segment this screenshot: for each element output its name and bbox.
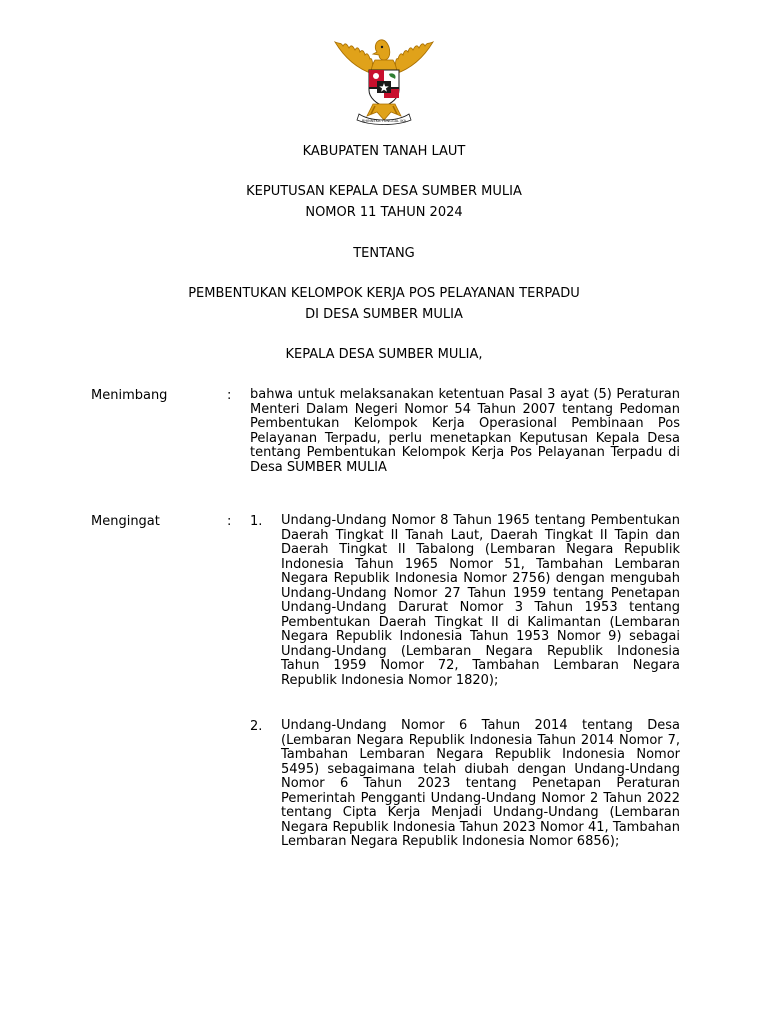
mengingat-colon: : [227,514,232,529]
authority-heading: KEPALA DESA SUMBER MULIA, [285,347,483,362]
menimbang-label: Menimbang [91,388,168,403]
list-item-text: Undang-Undang Nomor 8 Tahun 1965 tentang Pembentukan Daerah Tingkat II Tanah Laut, Daerah Tingkat II Tapin dan Daerah Tingkat II Tabalong (Lembaran Negara Republik Indonesia Tahun 1965 Nomor 51, Tambahan Lembaran Negara Republik Indonesia Nomor 2756) dengan mengubah Undang-Undang Nomor 27 Tahun 1959 tentang Penetapan Undang-Undang Darurat Nomor 3 Tahun 1953 tentang Pembentukan Daerah Tingkat II di Kalimantan (Lembaran Negara Republik Indonesia Tahun 1953 Nomor 9) sebagai Undang-Undang (Lembaran Negara Republik Indonesia Tahun 1959 Nomor 72, Tambahan Lembaran Negara Republik Indonesia Nomor 1820); [281,513,680,688]
decree-number: NOMOR 11 TAHUN 2024 [305,205,463,220]
mengingat-label: Mengingat [91,514,160,529]
menimbang-colon: : [227,388,232,403]
menimbang-text: bahwa untuk melaksanakan ketentuan Pasal 3 ayat (5) Peraturan Menteri Dalam Negeri Nomor 54 Tahun 2007 tentang Pedoman Pembentukan Kelompok Kerja Operasional Pembinaan Pos Pelayanan Terpadu, perlu menetapkan Keputusan Kepala Desa tentang Pembentukan Kelompok Kerja Pos Pelayanan Terpadu di Desa SUMBER MULIA [250,387,680,475]
subject-line-2: DI DESA SUMBER MULIA [305,307,463,322]
svg-text:BHINNEKA TUNGGAL IKA: BHINNEKA TUNGGAL IKA [361,119,407,123]
about-heading: TENTANG [353,246,415,261]
decree-title: KEPUTUSAN KEPALA DESA SUMBER MULIA [246,184,522,199]
subject-line-1: PEMBENTUKAN KELOMPOK KERJA POS PELAYANAN TERPADU [188,286,580,301]
garuda-emblem [327,32,441,128]
list-item-number: 1. [250,514,263,529]
regency-heading: KABUPATEN TANAH LAUT [302,144,466,159]
list-item-text: Undang-Undang Nomor 6 Tahun 2014 tentang Desa (Lembaran Negara Republik Indonesia Tahun 2014 Nomor 7, Tambahan Lembaran Negara Republik Indonesia Nomor 5495) sebagaimana telah diubah dengan Undang-Undang Nomor 6 Tahun 2023 tentang Penetapan Peraturan Pemerintah Pengganti Undang-Undang Nomor 2 Tahun 2022 tentang Cipta Kerja Menjadi Undang-Undang (Lembaran Negara Republik Indonesia Tahun 2023 Nomor 41, Tambahan Lembaran Negara Republik Indonesia Nomor 6856); [281,718,680,849]
garuda-emblem-icon [327,32,441,128]
list-item-number: 2. [250,719,263,734]
